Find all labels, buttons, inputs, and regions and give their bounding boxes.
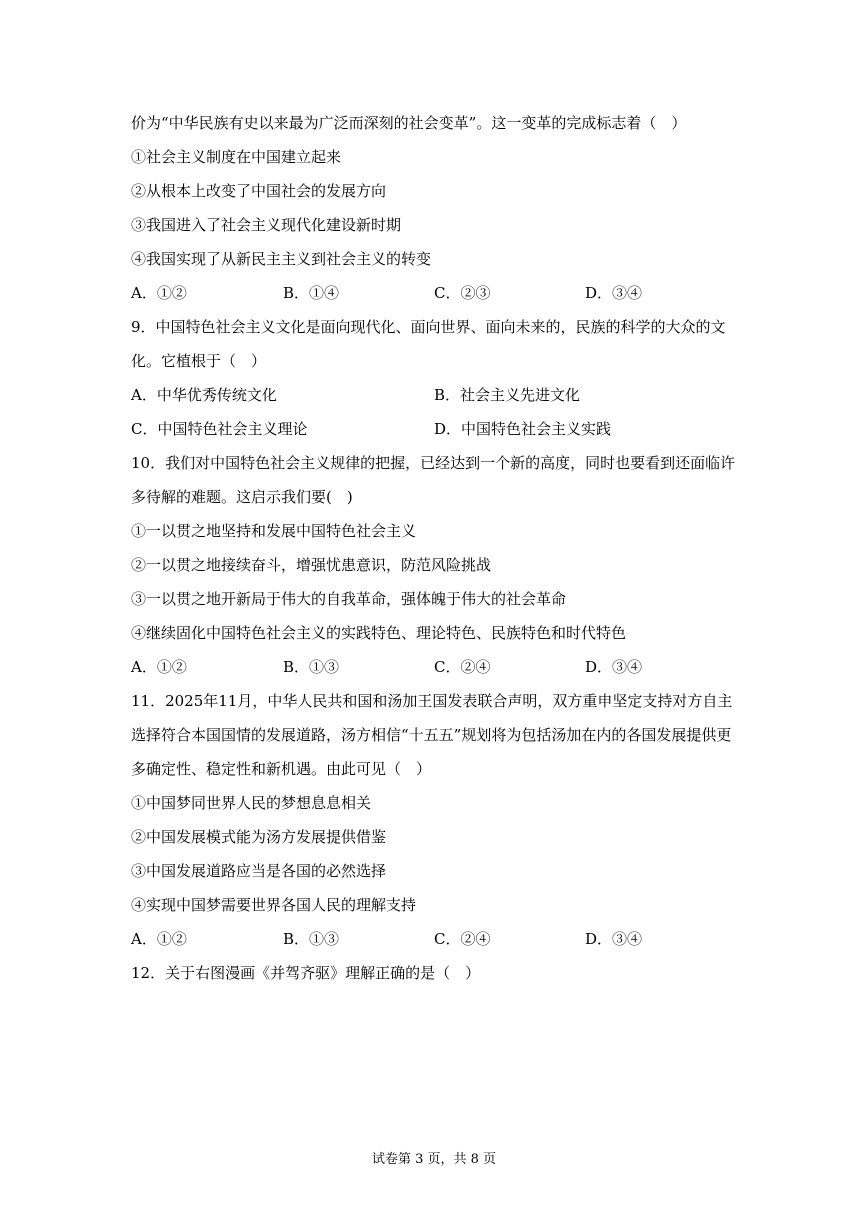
- q11-item-4: ④实现中国梦需要世界各国人民的理解支持: [131, 896, 417, 914]
- q10-option-b: B．①③: [283, 658, 340, 676]
- q10-option-d: D．③④: [585, 658, 643, 676]
- q8-item-2: ②从根本上改变了中国社会的发展方向: [131, 182, 387, 200]
- q8-item-3: ③我国进入了社会主义现代化建设新时期: [131, 216, 402, 234]
- q8-option-a: A．①②: [131, 284, 187, 302]
- q11-stem-line-1: 11．2025年11月，中华人民共和国和汤加王国发表联合声明，双方重申坚定支持对方自主: [131, 692, 733, 710]
- q9-option-a: A．中华优秀传统文化: [131, 386, 277, 404]
- page-footer: 试卷第 3 页，共 8 页: [371, 1152, 497, 1167]
- q10-item-1: ①一以贯之地坚持和发展中国特色社会主义: [131, 522, 417, 540]
- q9-stem-line-2: 化。它植根于（ ）: [131, 352, 267, 370]
- q8-item-1: ①社会主义制度在中国建立起来: [131, 148, 342, 166]
- q11-option-a: A．①②: [131, 930, 187, 948]
- q11-option-d: D．③④: [585, 930, 643, 948]
- q9-option-c: C．中国特色社会主义理论: [131, 420, 308, 438]
- q10-item-3: ③一以贯之地开新局于伟大的自我革命，强体魄于伟大的社会革命: [131, 590, 567, 608]
- q11-item-2: ②中国发展模式能为汤方发展提供借鉴: [131, 828, 387, 846]
- q8-stem: 价为“中华民族有史以来最为广泛而深刻的社会变革”。这一变革的完成标志着（ ）: [131, 114, 687, 132]
- q10-stem-line-2: 多待解的难题。这启示我们要( ): [131, 488, 353, 506]
- q10-stem-line-1: 10．我们对中国特色社会主义规律的把握，已经达到一个新的高度，同时也要看到还面临许: [131, 454, 736, 472]
- q8-option-b: B．①④: [283, 284, 340, 302]
- q10-option-a: A．①②: [131, 658, 187, 676]
- q11-item-1: ①中国梦同世界人民的梦想息息相关: [131, 794, 372, 812]
- q11-stem-line-3: 多确定性、稳定性和新机遇。由此可见（ ）: [131, 760, 432, 778]
- q12-stem: 12．关于右图漫画《并驾齐驱》理解正确的是（ ）: [131, 964, 481, 982]
- q9-option-d: D．中国特色社会主义实践: [434, 420, 612, 438]
- q8-option-d: D．③④: [585, 284, 643, 302]
- q8-option-c: C．②③: [434, 284, 491, 302]
- q10-option-c: C．②④: [434, 658, 491, 676]
- q11-stem-line-2: 选择符合本国国情的发展道路，汤方相信“十五五”规划将为包括汤加在内的各国发展提供更: [131, 726, 732, 744]
- q9-stem-line-1: 9．中国特色社会主义文化是面向现代化、面向世界、面向未来的，民族的科学的大众的文: [131, 318, 726, 336]
- q11-option-c: C．②④: [434, 930, 491, 948]
- q11-item-3: ③中国发展道路应当是各国的必然选择: [131, 862, 387, 880]
- q11-option-b: B．①③: [283, 930, 340, 948]
- q10-item-2: ②一以贯之地接续奋斗，增强忧患意识，防范风险挑战: [131, 556, 492, 574]
- q9-option-b: B．社会主义先进文化: [434, 386, 581, 404]
- q10-item-4: ④继续固化中国特色社会主义的实践特色、理论特色、民族特色和时代特色: [131, 624, 627, 642]
- q8-item-4: ④我国实现了从新民主主义到社会主义的转变: [131, 250, 432, 268]
